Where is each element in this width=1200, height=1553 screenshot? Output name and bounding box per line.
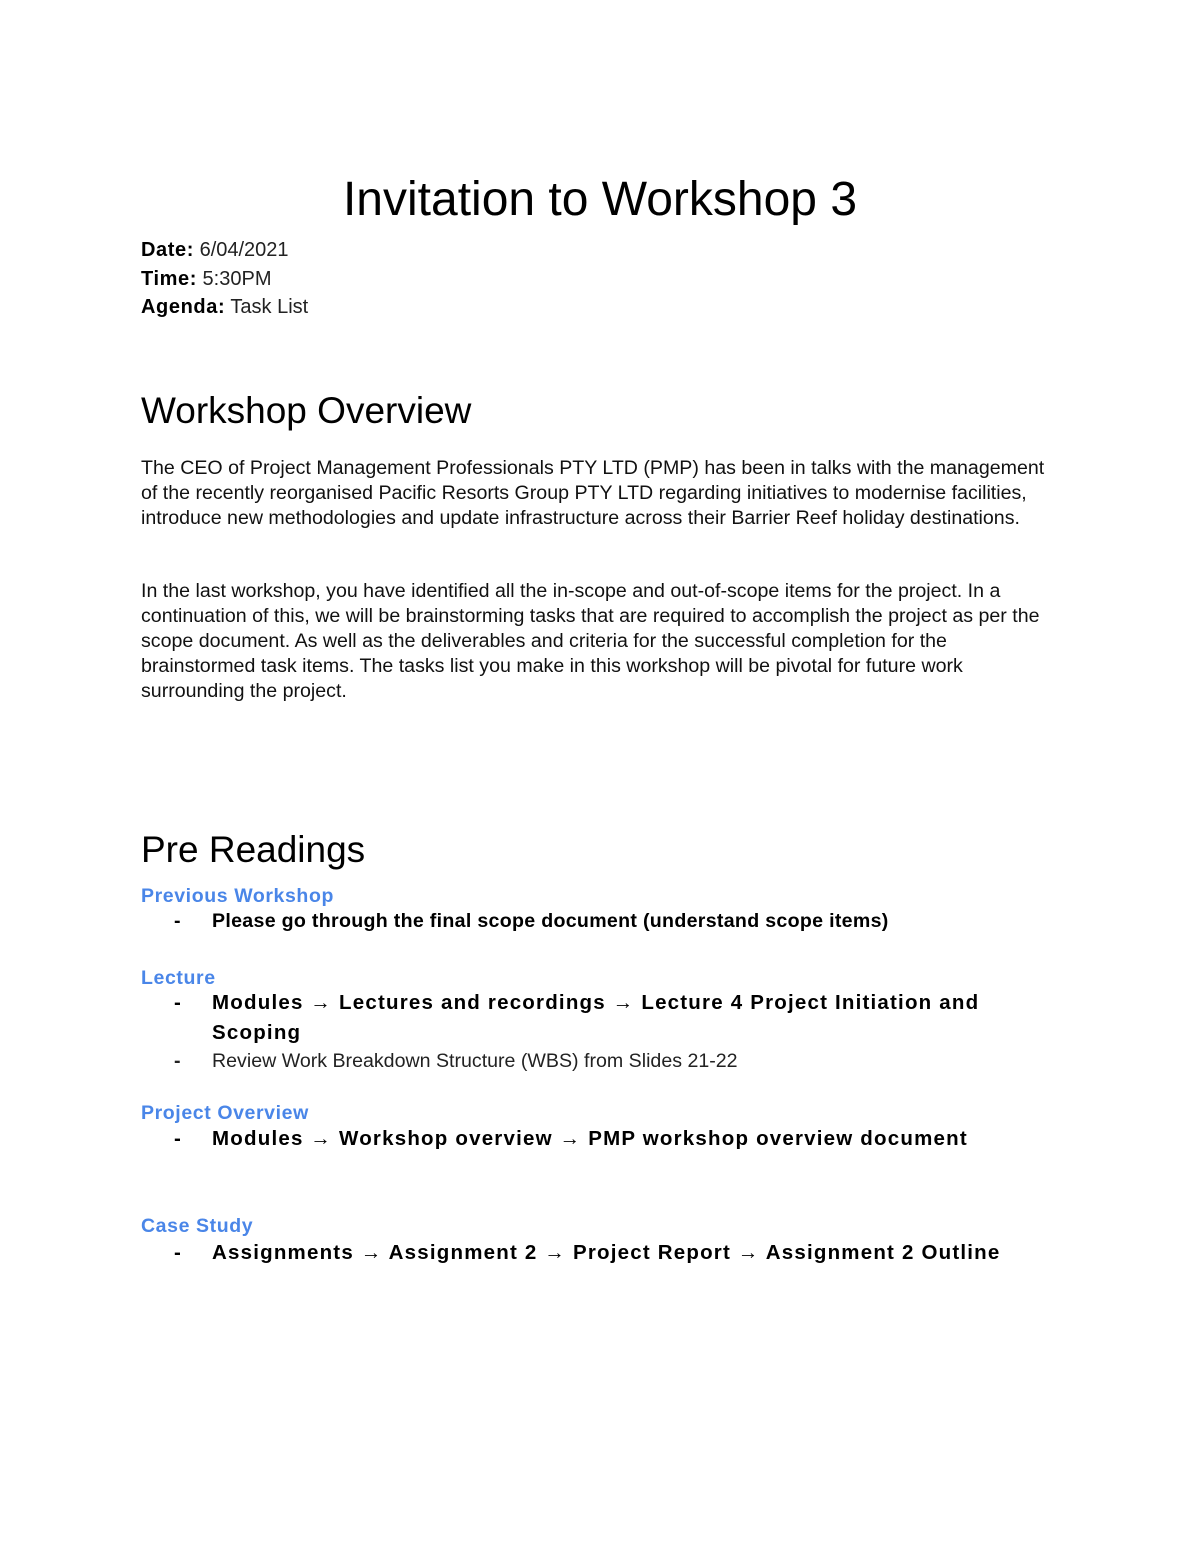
time-row [141, 265, 308, 294]
document-page [141, 0, 1061, 1553]
case-study-list [174, 1238, 1064, 1268]
document-title: Invitation to Workshop 3 [342, 173, 858, 226]
previous-workshop-heading: Previous Workshop [141, 885, 334, 907]
workshop-overview-heading: Workshop Overview [141, 390, 472, 431]
bullet-dash: - [174, 1127, 183, 1150]
bullet-dash: - [174, 1050, 181, 1072]
list-item [174, 1124, 1064, 1154]
list-item-text: Please go through the final scope document (understand scope items) [212, 910, 889, 932]
time-value: 5:30PM [202, 267, 272, 290]
project-overview-heading: Project Overview [141, 1102, 309, 1124]
date-value: 6/04/2021 [199, 239, 289, 261]
lecture-heading: Lecture [141, 967, 216, 989]
list-item-text: Review Work Breakdown Structure (WBS) from Slides 21-22 [212, 1050, 738, 1072]
meeting-details [141, 236, 308, 322]
list-item [174, 908, 1064, 934]
list-item-text: Modules → Lectures and recordings → Lecture 4 Project Initiation and Scoping [212, 991, 980, 1044]
case-study-heading: Case Study [141, 1215, 254, 1237]
overview-paragraph: In the last workshop, you have identified all the in-scope and out-of-scope items for the project. In a continuation of this, we will be brainstorming tasks that are required to accomplish the project as per the scope document. As well as the deliverables and criteria for the successful completion for the brainstormed task items. The tasks list you make in this workshop will be pivotal for future work surrounding the project. [141, 580, 1040, 702]
bullet-dash: - [174, 991, 183, 1014]
overview-paragraph: The CEO of Project Management Professionals PTY LTD (PMP) has been in talks with the management of the recently reorganised Pacific Resorts Group PTY LTD regarding initiatives to modernise facilities, introduce new methodologies and update infrastructure across their Barrier Reef holiday destinations. [141, 457, 1045, 529]
lecture-list [174, 988, 1064, 1075]
list-item-text: Assignments → Assignment 2 → Project Report → Assignment 2 Outline [212, 1241, 1001, 1264]
date-row [141, 236, 308, 265]
time-label: Time: [141, 267, 197, 290]
agenda-label: Agenda: [141, 296, 226, 318]
bullet-dash: - [174, 910, 181, 932]
project-overview-list [174, 1124, 1064, 1154]
agenda-value: Task List [230, 296, 309, 318]
list-item-text: Modules → Workshop overview → PMP workshop overview document [212, 1127, 968, 1150]
date-label: Date: [141, 239, 195, 261]
agenda-row [141, 293, 308, 322]
bullet-dash: - [174, 1241, 183, 1264]
list-item [174, 1238, 1064, 1268]
previous-workshop-list [174, 908, 1064, 934]
pre-readings-heading: Pre Readings [141, 829, 366, 870]
list-item [174, 988, 1064, 1047]
list-item [174, 1047, 1064, 1075]
